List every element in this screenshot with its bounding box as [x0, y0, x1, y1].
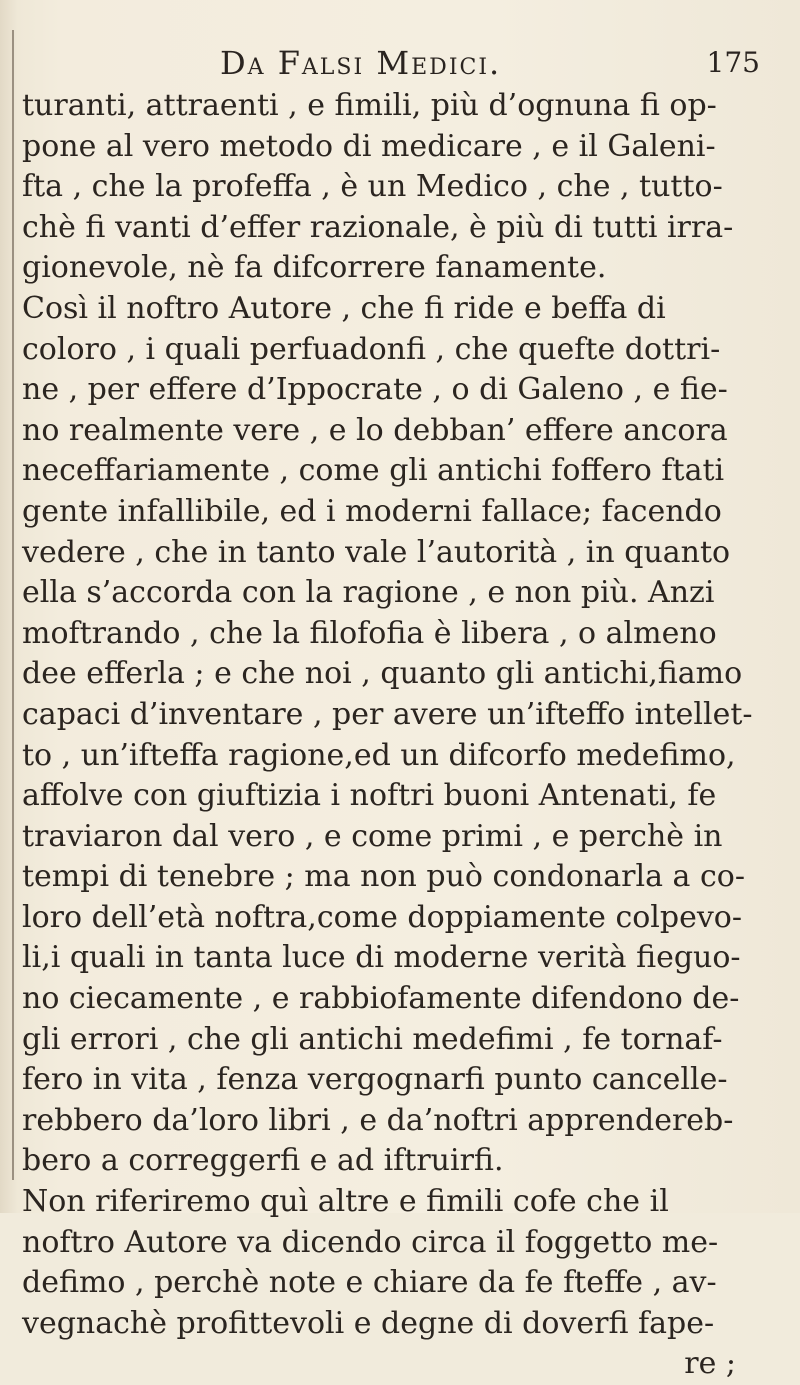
- running-title: Da Falsi Medici.: [220, 44, 502, 82]
- text-line: coloro , i quali perfuadonfi , che quefte dottri-: [22, 331, 721, 367]
- text-line: no realmente vere , e lo debban’ effere ancora: [22, 412, 728, 448]
- text-line: fta , che la profeffa , è un Medico , che , tutto-: [22, 169, 723, 205]
- page-edge-line: [12, 30, 14, 1180]
- text-line: to , un’ifteffa ragione,ed un difcorfo medefimo,: [22, 737, 736, 773]
- text-line: turanti, attraenti , e fimili, più d’ognuna fi op-: [22, 88, 717, 123]
- text-line: li,i quali in tanta luce di moderne verità fieguo-: [22, 940, 741, 976]
- text-line: noftro Autore va dicendo circa il foggetto me-: [22, 1224, 719, 1260]
- text-line: loro dell’età noftra,come doppiamente colpevo-: [22, 899, 742, 935]
- text-line: defimo , perchè note e chiare da fe fteffe , av-: [22, 1265, 717, 1301]
- text-line: ne , per effere d’Ippocrate , o di Galeno , e fie-: [22, 372, 728, 408]
- body-text: [22, 86, 772, 1385]
- text-line: bero a correggerfi e ad iftruirfi.: [22, 1143, 504, 1179]
- page-header: [80, 44, 760, 80]
- catchword: re ;: [684, 1346, 736, 1382]
- text-line: no ciecamente , e rabbiofamente difendono de-: [22, 981, 740, 1017]
- text-line: Non riferiremo quì altre e fimili cofe che il: [22, 1184, 669, 1220]
- text-line: chè fi vanti d’effer razionale, è più di tutti irra-: [22, 209, 734, 245]
- text-line: pone al vero metodo di medicare , e il Galeni-: [22, 128, 716, 164]
- page-number: 175: [706, 46, 760, 79]
- text-line: fero in vita , fenza vergognarfi punto cancelle-: [22, 1062, 728, 1098]
- text-line: traviaron dal vero , e come primi , e perchè in: [22, 818, 723, 854]
- text-line: vegnachè profittevoli e degne di doverfi fape-: [22, 1305, 715, 1341]
- text-line: moftrando , che la filofofia è libera , o almeno: [22, 615, 717, 651]
- text-line: Così il noftro Autore , che fi ride e beffa di: [22, 290, 666, 326]
- text-line: affolve con giuftizia i noftri buoni Antenati, fe: [22, 778, 717, 814]
- text-line: capaci d’inventare , per avere un’ifteffo intellet-: [22, 696, 753, 732]
- text-line: gli errori , che gli antichi medefimi , fe tornaf-: [22, 1021, 723, 1057]
- text-line: dee efferla ; e che noi , quanto gli antichi,fiamo: [22, 656, 743, 692]
- text-line: gente infallibile, ed i moderni fallace; facendo: [22, 493, 722, 529]
- text-line: vedere , che in tanto vale l’autorità , in quanto: [22, 534, 731, 570]
- text-line: gionevole, nè fa difcorrere fanamente.: [22, 250, 607, 286]
- text-line: rebbero da’loro libri , e da’noftri apprendereb-: [22, 1102, 734, 1138]
- text-line: ella s’accorda con la ragione , e non più. Anzi: [22, 575, 715, 611]
- text-line: neceffariamente , come gli antichi foffero ftati: [22, 453, 725, 489]
- text-line: tempi di tenebre ; ma non può condonarla a co-: [22, 859, 745, 895]
